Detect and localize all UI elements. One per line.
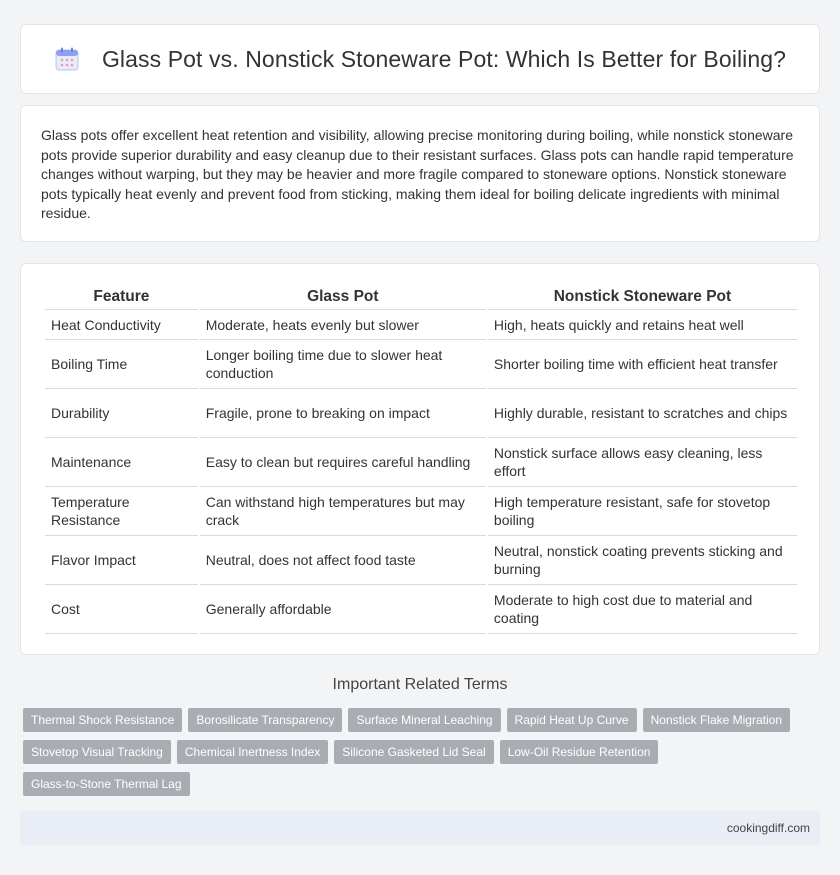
stoneware-cell: Nonstick surface allows easy cleaning, less effort bbox=[488, 438, 797, 487]
glass-cell: Easy to clean but requires careful handling bbox=[200, 438, 486, 487]
glass-cell: Can withstand high temperatures but may crack bbox=[200, 487, 486, 536]
table-row bbox=[45, 310, 797, 340]
feature-cell: Durability bbox=[45, 389, 198, 438]
related-terms-heading: Important Related Terms bbox=[332, 676, 508, 693]
table-row bbox=[45, 585, 797, 634]
intro-card bbox=[20, 105, 820, 242]
feature-cell: Heat Conductivity bbox=[45, 310, 198, 340]
tag-low-oil-residue-retention[interactable]: Low-Oil Residue Retention bbox=[500, 740, 659, 764]
glass-cell: Longer boiling time due to slower heat conduction bbox=[200, 340, 486, 389]
stoneware-cell: High, heats quickly and retains heat well bbox=[488, 310, 797, 340]
tag-surface-mineral-leaching[interactable]: Surface Mineral Leaching bbox=[348, 708, 500, 732]
table-row bbox=[45, 389, 797, 438]
feature-cell: Flavor Impact bbox=[45, 536, 198, 585]
header-card bbox=[20, 24, 820, 94]
table-header-row bbox=[45, 286, 797, 310]
comparison-table bbox=[43, 286, 799, 634]
tag-silicone-gasketed-lid-seal[interactable]: Silicone Gasketed Lid Seal bbox=[334, 740, 493, 764]
calendar-icon bbox=[54, 46, 80, 72]
footer bbox=[20, 811, 820, 845]
tag-stovetop-visual-tracking[interactable]: Stovetop Visual Tracking bbox=[23, 740, 171, 764]
tag-rapid-heat-up-curve[interactable]: Rapid Heat Up Curve bbox=[507, 708, 637, 732]
stoneware-cell: Highly durable, resistant to scratches and chips bbox=[488, 389, 797, 438]
stoneware-cell: Neutral, nonstick coating prevents sticking and burning bbox=[488, 536, 797, 585]
tag-glass-to-stone-thermal-lag[interactable]: Glass-to-Stone Thermal Lag bbox=[23, 772, 190, 796]
header-feature: Feature bbox=[45, 286, 198, 310]
tag-chemical-inertness-index[interactable]: Chemical Inertness Index bbox=[177, 740, 328, 764]
glass-cell: Generally affordable bbox=[200, 585, 486, 634]
table-row bbox=[45, 340, 797, 389]
glass-cell: Moderate, heats evenly but slower bbox=[200, 310, 486, 340]
page-title: Glass Pot vs. Nonstick Stoneware Pot: Which Is Better for Boiling? bbox=[101, 45, 787, 72]
stoneware-cell: Shorter boiling time with efficient heat transfer bbox=[488, 340, 797, 389]
table-row bbox=[45, 536, 797, 585]
header-glass-pot: Glass Pot bbox=[200, 286, 486, 310]
comparison-table-card bbox=[20, 263, 820, 655]
feature-cell: Cost bbox=[45, 585, 198, 634]
intro-text: Glass pots offer excellent heat retention and visibility, allowing precise monitoring during boiling, while nonstick stoneware pots provide superior durability and easy cleanup due to their resistant surfaces. Glass pots can handle rapid temperature changes without warping, but they may be heavier and more fragile compared to stoneware options. Nonstick stoneware pots typically heat evenly and prevent food from sticking, making them ideal for boiling delicate ingredients with minimal residue. bbox=[41, 127, 794, 222]
stoneware-cell: Moderate to high cost due to material and coating bbox=[488, 585, 797, 634]
header-stoneware-pot: Nonstick Stoneware Pot bbox=[488, 286, 797, 310]
stoneware-cell: High temperature resistant, safe for stovetop boiling bbox=[488, 487, 797, 536]
tag-thermal-shock-resistance[interactable]: Thermal Shock Resistance bbox=[23, 708, 182, 732]
footer-site-link[interactable]: cookingdiff.com bbox=[726, 821, 810, 835]
feature-cell: Temperature Resistance bbox=[45, 487, 198, 536]
glass-cell: Fragile, prone to breaking on impact bbox=[200, 389, 486, 438]
feature-cell: Boiling Time bbox=[45, 340, 198, 389]
glass-cell: Neutral, does not affect food taste bbox=[200, 536, 486, 585]
table-row bbox=[45, 487, 797, 536]
tag-nonstick-flake-migration[interactable]: Nonstick Flake Migration bbox=[643, 708, 790, 732]
related-terms-tags bbox=[23, 708, 823, 796]
feature-cell: Maintenance bbox=[45, 438, 198, 487]
table-row bbox=[45, 438, 797, 487]
tag-borosilicate-transparency[interactable]: Borosilicate Transparency bbox=[188, 708, 342, 732]
